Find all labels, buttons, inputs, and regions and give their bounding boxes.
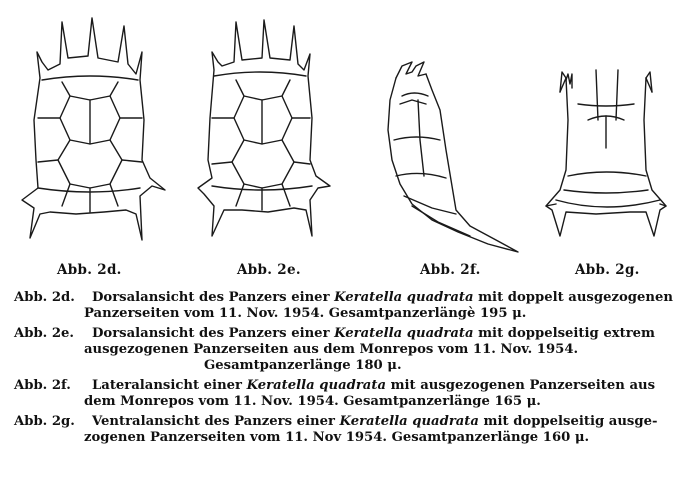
figure-label-2g: Abb. 2g.: [575, 262, 640, 278]
caption-id: Abb. 2g.: [14, 414, 75, 429]
caption-id: Abb. 2f.: [14, 378, 71, 393]
drawing-2g: [546, 70, 666, 236]
drawing-2d: [22, 18, 165, 240]
species-name: Keratella quadrata: [246, 378, 386, 393]
species-name: Keratella quadrata: [334, 326, 474, 341]
caption-text: mit ausgezogenen Panzerseiten aus: [386, 378, 656, 393]
caption-text: Gesamtpanzerlänge 180 μ.: [204, 358, 402, 373]
caption-text: Panzerseiten vom 11. Nov. 1954. Gesamtpanzerlängè 195 μ.: [84, 306, 527, 321]
drawing-2f: [388, 62, 518, 252]
caption-id: Abb. 2d.: [14, 290, 75, 305]
caption-2f: [14, 378, 690, 410]
caption-text: mit doppelseitig ausge-: [478, 414, 658, 429]
caption-text: ausgezogenen Panzerseiten aus dem Monrepos vom 11. Nov. 1954.: [84, 342, 579, 357]
figure-captions: [14, 290, 690, 450]
caption-text: mit doppelseitig extrem: [473, 326, 655, 341]
caption-2d: [14, 290, 690, 322]
caption-2g: [14, 414, 690, 446]
caption-text: Ventralansicht des Panzers einer: [92, 414, 340, 429]
caption-2e: [14, 326, 690, 374]
figure-label-2f: Abb. 2f.: [420, 262, 481, 278]
drawing-2e: [198, 20, 330, 236]
caption-id: Abb. 2e.: [14, 326, 75, 341]
species-name: Keratella quadrata: [334, 290, 474, 305]
caption-text: zogenen Panzerseiten vom 11. Nov 1954. Gesamtpanzerlänge 160 μ.: [84, 430, 590, 445]
figure-label-2e: Abb. 2e.: [237, 262, 301, 278]
caption-text: dem Monrepos vom 11. Nov. 1954. Gesamtpanzerlänge 165 μ.: [84, 394, 541, 409]
caption-text: Dorsalansicht des Panzers einer: [92, 290, 335, 305]
caption-text: mit doppelt ausgezogenen: [473, 290, 673, 305]
species-name: Keratella quadrata: [339, 414, 479, 429]
caption-text: Dorsalansicht des Panzers einer: [92, 326, 335, 341]
caption-text: Lateralansicht einer: [92, 378, 247, 393]
figure-label-2d: Abb. 2d.: [57, 262, 122, 278]
